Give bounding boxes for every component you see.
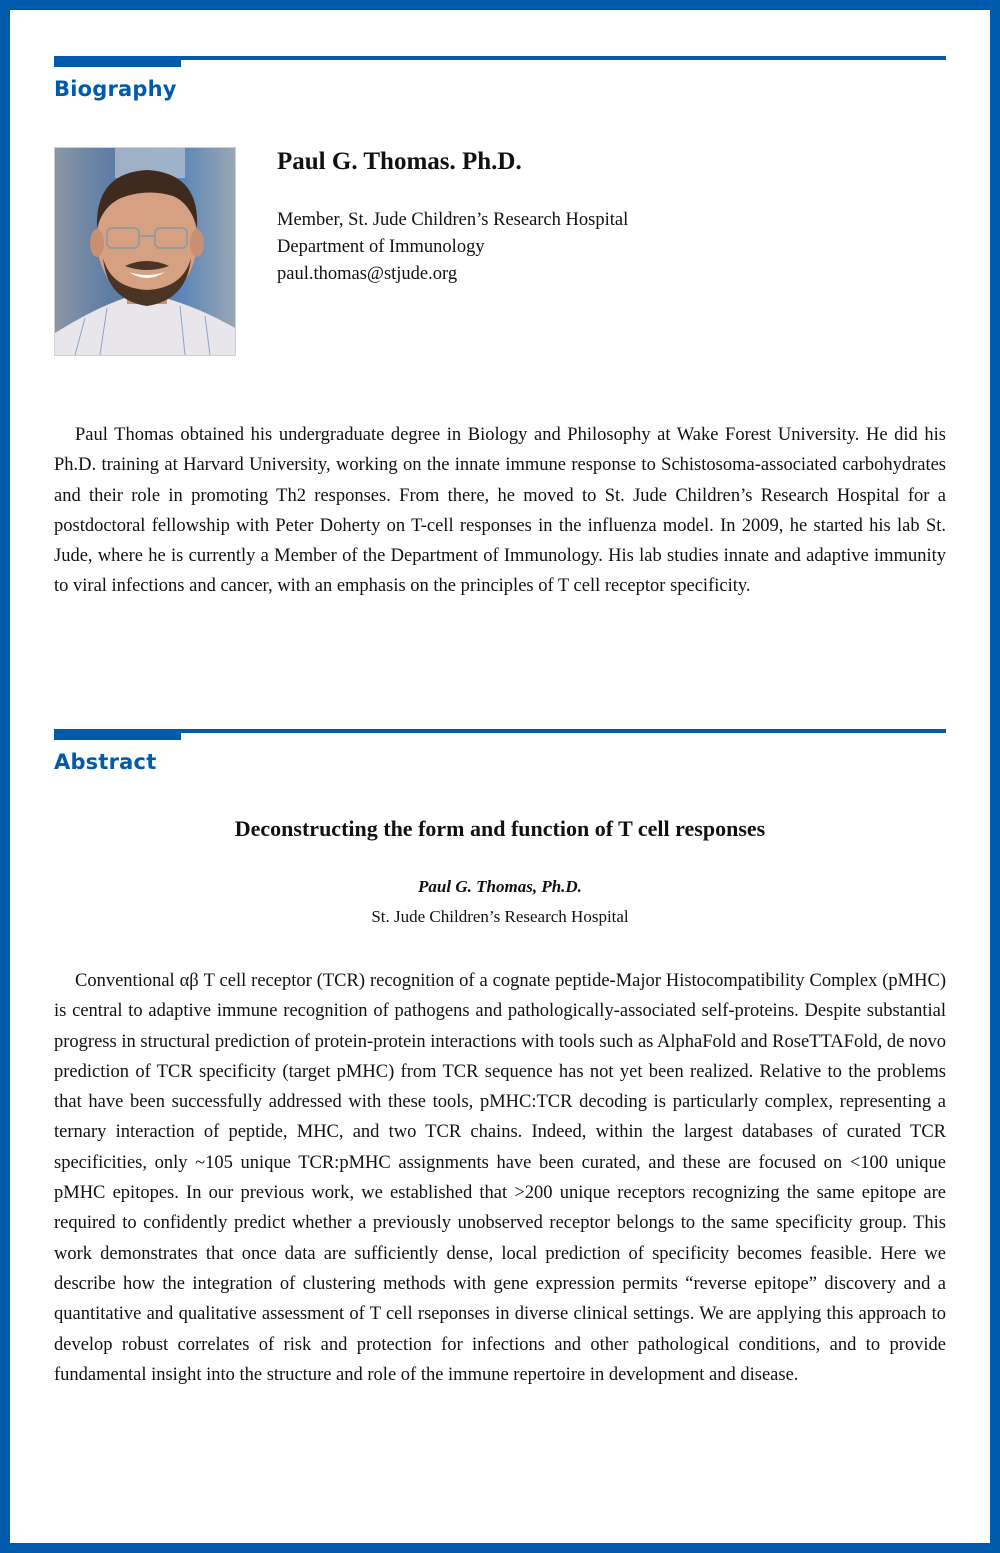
biography-paragraph: Paul Thomas obtained his undergraduate degree in Biology and Philosophy at Wake Forest University. He did his Ph.D. training at Harvard University, working on the innate immune response to Schistosoma-associated carbohydrates and their role in promoting Th2 responses. From there, he moved to St. Jude Children’s Research Hospital for a postdoctoral fellowship with Peter Doherty on T-cell responses in the influenza model. In 2009, he started his lab St. Jude, where he is currently a Member of the Department of Immunology. His lab studies innate and adaptive immunity to viral infections and cancer, with an emphasis on the principles of T cell receptor specificity.	[54, 425, 946, 597]
portrait-photo	[54, 147, 236, 356]
portrait-icon	[55, 148, 235, 355]
abstract-title: Deconstructing the form and function of T cell responses	[234, 816, 766, 841]
speaker-affiliation	[277, 207, 628, 288]
speaker-position: Member, St. Jude Children’s Research Hospital	[277, 210, 629, 230]
abstract-section-rule	[54, 729, 946, 733]
abstract-author: Paul G. Thomas, Ph.D.	[418, 877, 582, 896]
biography-section-rule	[54, 56, 946, 60]
biography-rule-tab	[54, 56, 181, 67]
speaker-department: Department of Immunology	[277, 237, 485, 257]
speaker-email[interactable]: paul.thomas@stjude.org	[277, 264, 458, 284]
speaker-name: Paul G. Thomas. Ph.D.	[277, 148, 522, 175]
abstract-rule-tab	[54, 729, 181, 740]
abstract-institution: St. Jude Children’s Research Hospital	[371, 907, 629, 926]
biography-heading: Biography	[54, 77, 177, 101]
abstract-paragraph: Conventional αβ T cell receptor (TCR) recognition of a cognate peptide-Major Histocompatibility Complex (pMHC) is central to adaptive immune recognition of pathogens and pathologically-associated self-proteins. Despite substantial progress in structural prediction of protein-protein interactions with tools such as AlphaFold and RoseTTAFold, de novo prediction of TCR specificity (target pMHC) from TCR sequence has not yet been realized. Relative to the problems that have been successfully addressed with these tools, pMHC:TCR decoding is particularly complex, representing a ternary interaction of peptide, MHC, and two TCR chains. Indeed, within the largest databases of curated TCR specificities, only ~105 unique TCR:pMHC assignments have been curated, and these are focused on <100 unique pMHC epitopes. In our previous work, we established that >200 unique receptors recognizing the same epitope are required to confidently predict whether a previously unobserved receptor belongs to the same specificity group. This work demonstrates that once data are sufficiently dense, local prediction of specificity becomes feasible. Here we describe how the integration of clustering methods with gene expression permits “reverse epitope” discovery and a quantitative and qualitative assessment of T cell rseponses in diverse clinical settings. We are applying this approach to develop robust correlates of risk and protection for infections and other pathological conditions, and to provide fundamental insight into the structure and role of the immune repertoire in development and disease.	[54, 971, 946, 1385]
page	[10, 10, 990, 1543]
abstract-heading: Abstract	[54, 750, 157, 774]
